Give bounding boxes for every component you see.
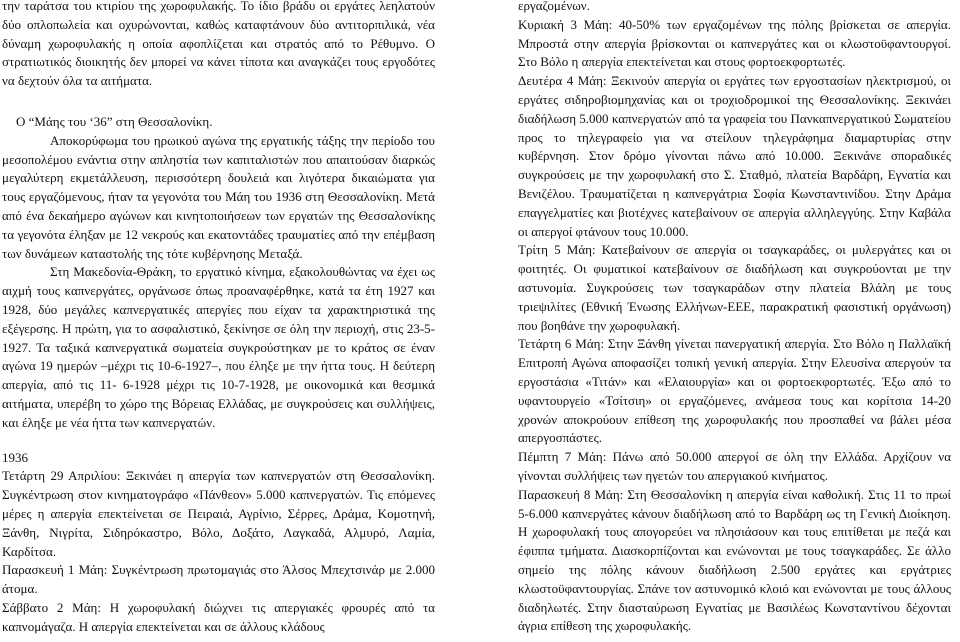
paragraph-may-3: Κυριακή 3 Μάη: 40-50% των εργαζομένων της πόλης βρίσκεται σε απεργία. Μπροστά στην απεργία βρίσκονται οι καπνεργάτες και οι κλωστοϋφαντουργοί. Στο Βόλο η απεργία επεκτείνεται και στους φορτοεκφορτωτές. xyxy=(518,16,951,70)
paragraph-top: την ταράτσα του κτιρίου της χωροφυλακής. Το ίδιο βράδυ οι εργάτες λεηλατούν δύο οπλοπωλεία και οχυρώνονται, καθώς καταφτάνουν δύο αντιτορπιλικά, νέα δύναμη χωροφυλακής η οποία αφοπλίζεται και στρατός από το Ρέθυμνο. Ο στρατιωτικός διοικητής δεν μπορεί να κάνει τίποτα και αναγκάζει τους εργοδότες να δεχτούν όλα τα αιτήματα. xyxy=(2,0,435,89)
paragraph-thessaloniki: Αποκορύφωμα του ηρωικού αγώνα της εργατικής τάξης την περίοδο του μεσοπολέμου ενάντια στην απληστία των καπιταλιστών που απαιτούσαν διαρκώς μεγαλύτερη εκμετάλλευση, περισσότερη δουλειά και λιγότερα δικαιώματα για τους εργαζόμενους, ήταν τα γεγονότα του Μάη του 1936 στη Θεσσαλονίκη. Μετά από ένα δεκαήμερο αγώνων και κινητοποιήσεων των εργατών της Θεσσαλονίκης τα γεγονότα έληξαν με 12 νεκρούς και εκατοντάδες τραυματίες από την επέμβαση των δυνάμεων καταστολής της τότε κυβέρνησης Μεταξά. xyxy=(2,132,435,261)
paragraph-may-5: Τρίτη 5 Μάη: Κατεβαίνουν σε απεργία οι τσαγκαράδες, οι μυλεργάτες και οι φοιτητές. Οι φυματικοί κατεβαίνουν σε διαδήλωση και συγκρούονται με την αστυνομία. Συγκρούσεις των τσαγκαράδων στην πλατεία Βλάλη με τους τριεψιλίτες (Εθνική Ένωσης Ελλήνων-ΕΕΕ, παρακρατική φασιστική οργάνωση) που βοηθάνε την χωροφυλακή. xyxy=(518,242,951,333)
paragraph-may-6: Τετάρτη 6 Μάη: Στην Ξάνθη γίνεται πανεργατική απεργία. Στο Βόλο η Παλλαϊκή Επιτροπή Αγώνα αποφασίζει τοπική γενική απεργία. Στην Ελευσίνα απεργούν τα εργοστάσια «Τιτάν» και «Ελαιουργία» και οι φορτοεκφορτωτές. Έξω από το υφαντουργείο «Τσίτσιη» οι εργαζόμενες, ανάμεσα τους και κορίτσια 14-20 χρονών αποκρούουν επίθεση της χωροφυλακής που προσπαθεί να βάλει μέσα απεργοσπάστες. xyxy=(518,336,951,446)
year-heading: 1936 xyxy=(2,449,28,465)
paragraph-april-29: Τετάρτη 29 Απριλίου: Ξεκινάει η απεργία των καπνεργατών στη Θεσσαλονίκη. Συγκέντρωση στον κινηματογράφο «Πάνθεον» 5.000 καπνεργατών. Τις επόμενες μέρες η απεργία επεκτείνεται σε Πειραιά, Αγρίνιο, Σέρρες, Δράμα, Κομοτηνή, Ξάνθη, Νιγρίτα, Σιδηρόκαστρο, Βόλο, Δοξάτο, Λαγκαδά, Αλμυρό, Λαμία, Καρδίτσα. xyxy=(2,468,435,559)
paragraph-macedonia: Στη Μακεδονία-Θράκη, το εργατικό κίνημα, εξακολουθώντας να έχει ως αιχμή τους καπνεργάτες, οργάνωσε όπως προαναφέρθηκε, κατά τα έτη 1927 και 1928, δύο μεγάλες καπνεργατικές απεργίες που είχαν τα χαρακτηριστικά της εξέγερσης. Η πρώτη, για το ασφαλιστικό, ξεκίνησε σε όλη την περιοχή, στις 23-5-1927. Τα ταξικά καπνεργατικά σωματεία συγκρούστηκαν με το κράτος σε έναν αγώνα 19 ημερών –μέχρι τις 10-6-1927–, που έληξε με την ήττα τους. Η δεύτερη απεργία, από τις 11- 6-1928 μέχρι τις 10-7-1928, με οικονομικά και θεσμικά αιτήματα, υπερέβη το χώρο της Βόρειας Ελλάδας, με συγκρούσεις και συλλήψεις, και έληξε με νέα ήττα των καπνεργατών. xyxy=(2,264,435,430)
spacer xyxy=(2,91,435,113)
paragraph-continued: εργαζομένων. xyxy=(518,0,590,13)
spacer xyxy=(2,433,435,449)
left-column xyxy=(2,0,435,637)
right-column xyxy=(518,0,951,636)
section-subheading: Ο “Μάης του ‘36” στη Θεσσαλονίκη. xyxy=(16,113,213,129)
paragraph-may-2: Σάββατο 2 Μάη: Η χωροφυλακή διώχνει τις απεργιακές φρουρές από τα καπνομάγαζα. Η απεργία επεκτείνεται και σε άλλους κλάδους xyxy=(2,599,435,634)
paragraph-may-8: Παρασκευή 8 Μάη: Στη Θεσσαλονίκη η απεργία είναι καθολική. Στις 11 το πρωί 5-6.000 καπνεργάτες κάνουν διαδήλωση από το Βαρδάρη ως τη Γενική Διοίκηση. Η χωροφυλακή τους απογορεύει να πλησιάσουν και τους επιτίθεται με πεζά και έφιππα τμήματα. Διασκορπίζονται και ενώνονται με τους τσαγκαράδες. Σε άλλο σημείο της πόλης κάνουν διαδήλωση 2.500 εργάτες και εργάτριες κλωστοϋφαντουργίας. Σπάνε τον αστυνομικό κλοιό και ενώνονται με τους άλλους διαδηλωτές. Στην διασταύρωση Εγνατίας με Βασιλέως Κωνσταντίνου δέχονται άγρια επίθεση της χωροφυλακής. xyxy=(518,486,951,634)
paragraph-may-1: Παρασκευή 1 Μάη: Συγκέντρωση πρωτομαγιάς στο Άλσος Μπεχτσινάρ με 2.000 άτομα. xyxy=(2,562,435,597)
paragraph-may-7: Πέμπτη 7 Μάη: Πάνω από 50.000 απεργοί σε όλη την Ελλάδα. Αρχίζουν να γίνονται συλλήψεις των ηγετών του απεργιακού κινήματος. xyxy=(518,449,951,483)
paragraph-may-4: Δευτέρα 4 Μάη: Ξεκινούν απεργία οι εργάτες των εργοστασίων ηλεκτρισμού, οι εργάτες σιδηροβιομηχανίας και οι τροχιοδρομικοί της Θεσσαλονίκης. Ξεκινάει διαδήλωση 5.000 καπνεργατών από τα γραφεία του Πανκαπνεργατικού Σωματείου προς το τηλεγραφείο για να στείλουν τηλεγράφημα διαμαρτυρίας στην κυβέρνηση. Στον δρόμο γίνονται πάνω από 10.000. Ξεκινάνε σποραδικές συγκρούσεις με την χωροφυλακή στο Σ. Σταθμό, πλατεία Βαρδάρη, Εγνατία και Βενιζέλου. Τραυματίζεται η καπνεργάτρια Σοφία Κωνσταντινίδου. Στην Δράμα επαγγελματίες και βιοτέχνες κατεβαίνουν σε απεργία αλληλεγγύης. Στην Καβάλα οι απεργοί φτάνουν τους 10.000. xyxy=(518,73,951,239)
